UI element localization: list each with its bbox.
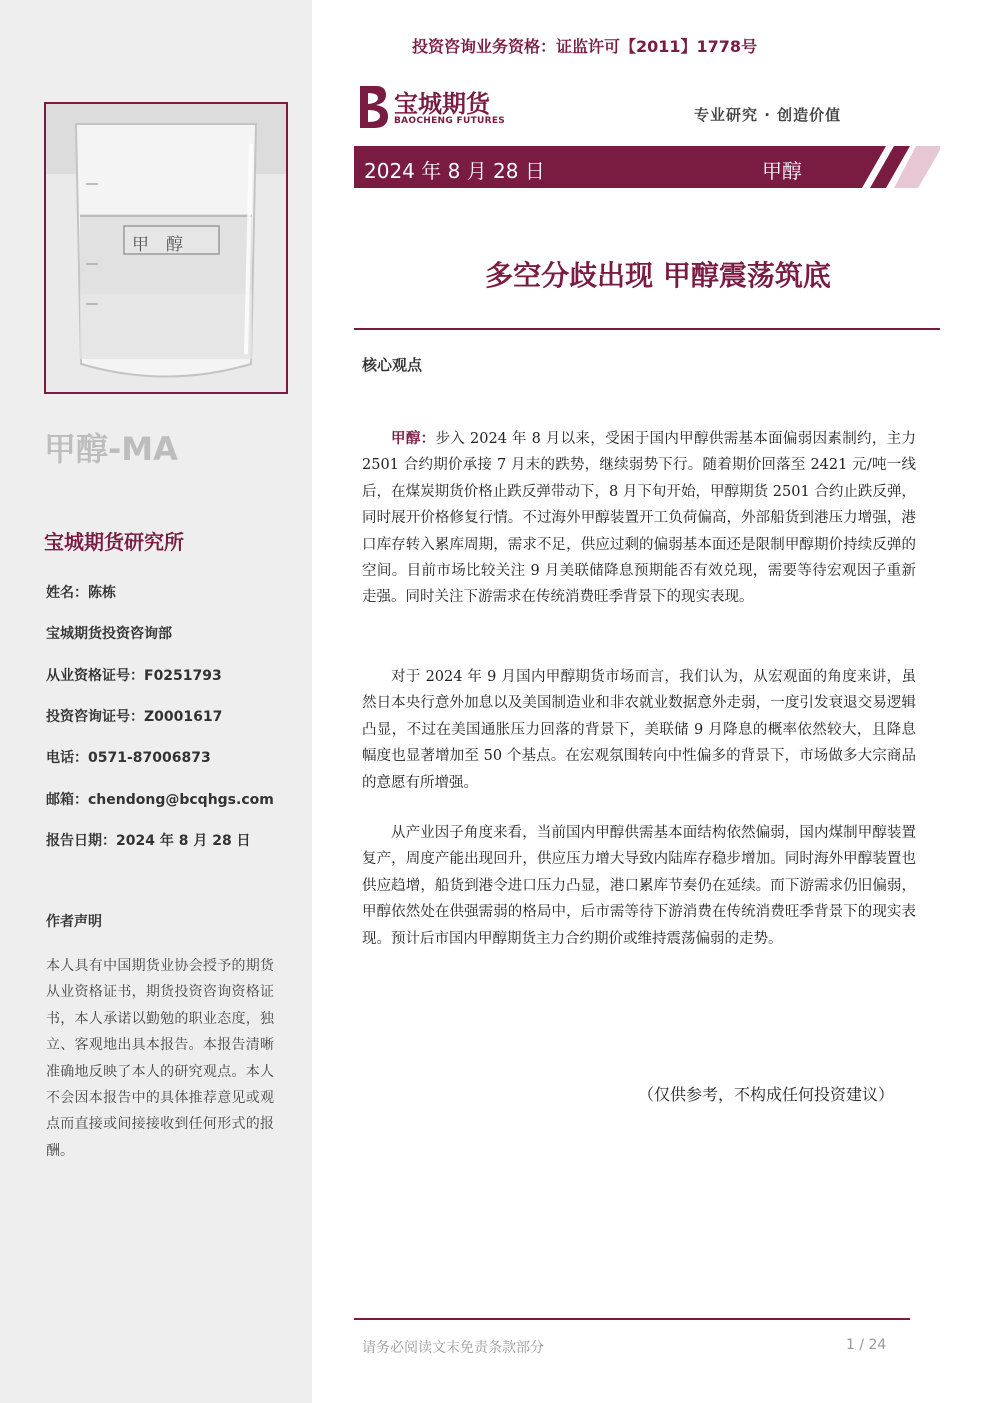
banner-date: 2024 年 8 月 28 日	[364, 159, 545, 183]
logo-mark-icon	[354, 82, 390, 130]
phone: 电话：0571-87006873	[46, 750, 211, 766]
analyst-name: 姓名：陈栋	[46, 585, 116, 601]
email: 邮箱：chendong@bcqhgs.com	[46, 792, 274, 808]
declaration-text: 本人具有中国期货业协会授予的期货从业资格证书，期货投资咨询资格证书，本人承诺以勤勉的职业态度，独立、客观地出具本报告。本报告清晰准确地反映了本人的研究观点。本人不会因本报告中的具体推荐意见或观点而直接或间接接收到任何形式的报酬。	[46, 958, 274, 1159]
page-number: 1 / 24	[846, 1337, 887, 1353]
qualification-number: 从业资格证号：F0251793	[46, 668, 222, 684]
report-title: 多空分歧出现 甲醇震荡筑底	[485, 259, 831, 292]
banner-product: 甲醇	[762, 159, 802, 183]
methanol-beaker-photo	[44, 102, 288, 394]
footer-notice: 请务必阅读文末免责条款部分	[362, 1340, 544, 1356]
title-divider	[354, 328, 940, 330]
section-title: 核心观点	[362, 356, 423, 374]
slogan: 专业研究 · 创造价值	[694, 106, 842, 124]
consulting-number: 投资咨询证号：Z0001617	[46, 709, 223, 725]
declaration-title: 作者声明	[46, 914, 102, 930]
footer-divider	[354, 1318, 910, 1320]
qualification-line: 投资咨询业务资格：证监许可【2011】1778号	[412, 37, 758, 56]
paragraph-1	[362, 426, 916, 611]
product-title: 甲醇-MA	[44, 430, 178, 468]
logo-text-en: BAOCHENG FUTURES	[394, 116, 506, 126]
company-logo	[354, 82, 524, 132]
photo-label: 甲 醇	[132, 235, 183, 255]
institute-name: 宝城期货研究所	[44, 530, 184, 554]
paragraph-1-lead: 甲醇：	[391, 430, 436, 447]
paragraph-2: 对于 2024 年 9 月国内甲醇期货市场而言，我们认为，从宏观面的角度来讲，虽然日本央行意外加息以及美国制造业和非农就业数据意外走弱，一度引发衰退交易逻辑凸显，不过在美国通胀压力回落的背景下，美联储 9 月降息的概率依然较大，且降息幅度也显著增加至 50 个基点。在宏观氛围转向中性偏多的背景下，市场做多大宗商品的意愿有所增强。	[362, 669, 916, 791]
sidebar	[0, 0, 312, 1403]
report-date: 报告日期：2024 年 8 月 28 日	[46, 833, 251, 849]
disclaimer-note: （仅供参考，不构成任何投资建议）	[638, 1085, 895, 1104]
paragraph-3: 从产业因子角度来看，当前国内甲醇供需基本面结构依然偏弱，国内煤制甲醇装置复产，周度产能出现回升，供应压力增大导致内陆库存稳步增加。同时海外甲醇装置也供应趋增，船货到港令进口压力凸显，港口累库节奏仍在延续。而下游需求仍旧偏弱，甲醇依然处在供强需弱的格局中，后市需等待下游消费在传统消费旺季背景下的现实表现。预计后市国内甲醇期货主力合约期价或维持震荡偏弱的走势。	[362, 825, 916, 947]
department: 宝城期货投资咨询部	[46, 626, 172, 642]
paragraph-1-text: 步入 2024 年 8 月以来，受困于国内甲醇供需基本面偏弱因素制约，主力 2501 合约期价承接 7 月末的跌势，继续弱势下行。随着期价回落至 2421 元/吨一线后，在煤炭期货价格止跌反弹带动下，8 月下旬开始，甲醇期货 2501 合约止跌反弹，同时展开价格修复行情。不过海外甲醇装置开工负荷偏高，外部船货到港压力增强，港口库存转入累库周期，需求不足，供应过剩的偏弱基本面还是限制甲醇期价持续反弹的空间。目前市场比较关注 9 月美联储降息预期能否有效兑现，需要等待宏观因子重新走强。同时关注下游需求在传统消费旺季背景下的现实表现。	[362, 431, 917, 606]
logo-text-cn: 宝城期货	[394, 90, 490, 118]
